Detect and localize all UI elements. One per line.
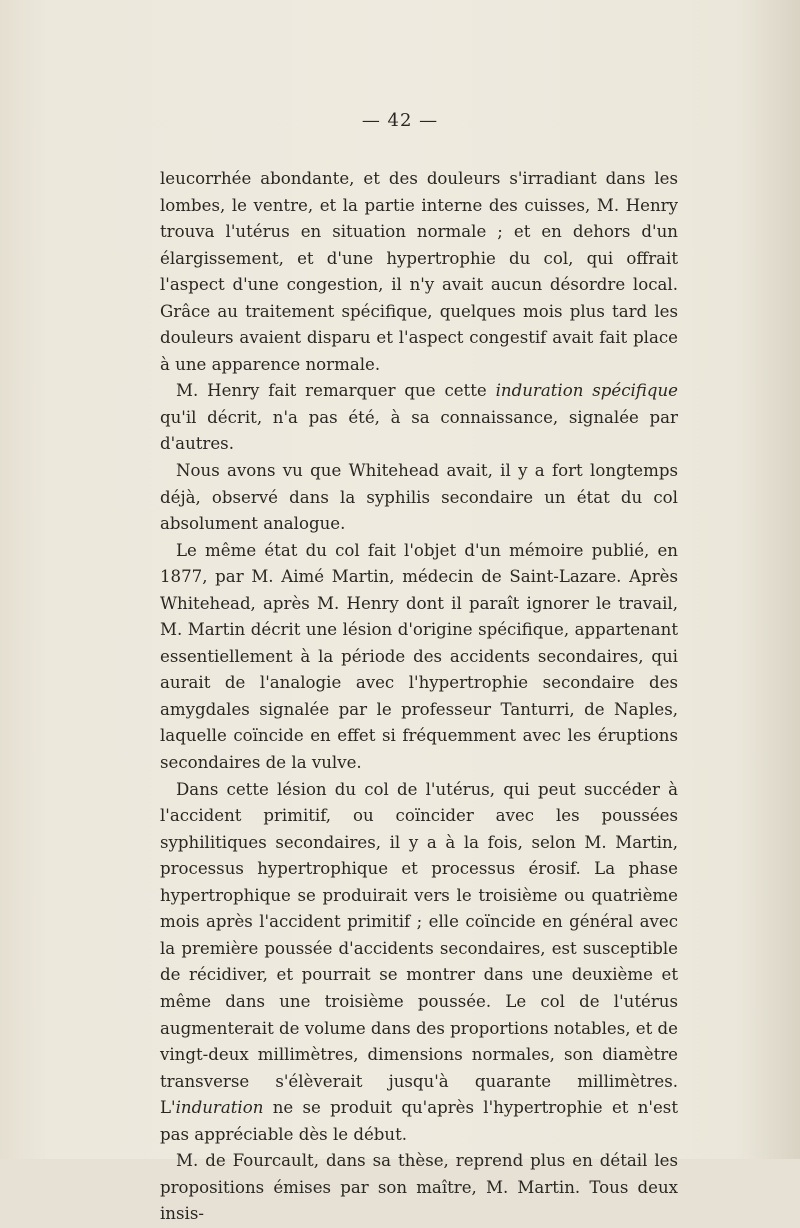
paragraph [160, 538, 678, 777]
text-run: Dans cette lésion du col de l'utérus, qui peut succéder à l'accident primitif, ou coïncider avec les poussées syphilitiques secondaires, il y a à la fois, selon M. Martin, processus hypertrophique et processus érosif. La phase hypertrophique se produirait vers le troisième ou quatrième mois après l'accident primitif ; elle coïncide en général avec la première poussée d'accidents secondaires, est susceptible de récidiver, et pourrait se montrer dans une deuxième et même dans une troisième poussée. Le col de l'utérus augmenterait de volume dans des proportions notables, et de vingt-deux millimètres, dimensions normales, son diamètre transverse s'élèverait jusqu'à quarante millimètres. L' [160, 779, 678, 1118]
text-run: M. Henry fait remarquer que cette [176, 381, 496, 401]
paragraph [160, 458, 678, 538]
text-run: qu'il décrit, n'a pas été, à sa connaissance, signalée par d'autres. [160, 407, 678, 454]
text-run: leucorrhée abondante, et des douleurs s'irradiant dans les lombes, le ventre, et la partie interne des cuisses, M. Henry trouva l'utérus en situation normale ; et en dehors d'un élargissement, et d'une hypertrophie du col, qui offrait l'aspect d'une congestion, il n'y avait aucun désordre local. Grâce au traitement spécifique, quelques mois plus tard les douleurs avaient disparu et l'aspect congestif avait fait place à une apparence normale. [160, 169, 678, 374]
italic-text: induration [175, 1098, 264, 1118]
italic-text: induration spécifique [495, 381, 679, 401]
paragraph [160, 1148, 678, 1228]
text-run: Le même état du col fait l'objet d'un mémoire publié, en 1877, par M. Aimé Martin, médecin de Saint-Lazare. Après Whitehead, après M. Henry dont il paraît ignorer le travail, M. Martin décrit une lésion d'origine spécifique, appartenant essentiellement à la période des accidents secondaires, qui aurait de l'analogie avec l'hypertrophie secondaire des amygdales signalée par le professeur Tanturri, de Naples, laquelle coïncide en effet si fréquemment avec les éruptions secondaires de la vulve. [160, 540, 678, 773]
paragraph [160, 378, 678, 458]
text-run: ne se produit qu'après l'hypertrophie et n'est pas appréciable dès le début. [160, 1098, 678, 1144]
text-run: M. de Fourcault, dans sa thèse, reprend plus en détail les propositions émises par son maître, M. Martin. Tous deux insis- [160, 1151, 678, 1224]
body-text [160, 166, 678, 1228]
paragraph [160, 777, 678, 1149]
page-number: — 42 — [361, 110, 439, 131]
paragraph [160, 166, 678, 378]
text-run: Nous avons vu que Whitehead avait, il y a fort longtemps déjà, observé dans la syphilis secondaire un état du col absolument analogue. [160, 461, 678, 534]
